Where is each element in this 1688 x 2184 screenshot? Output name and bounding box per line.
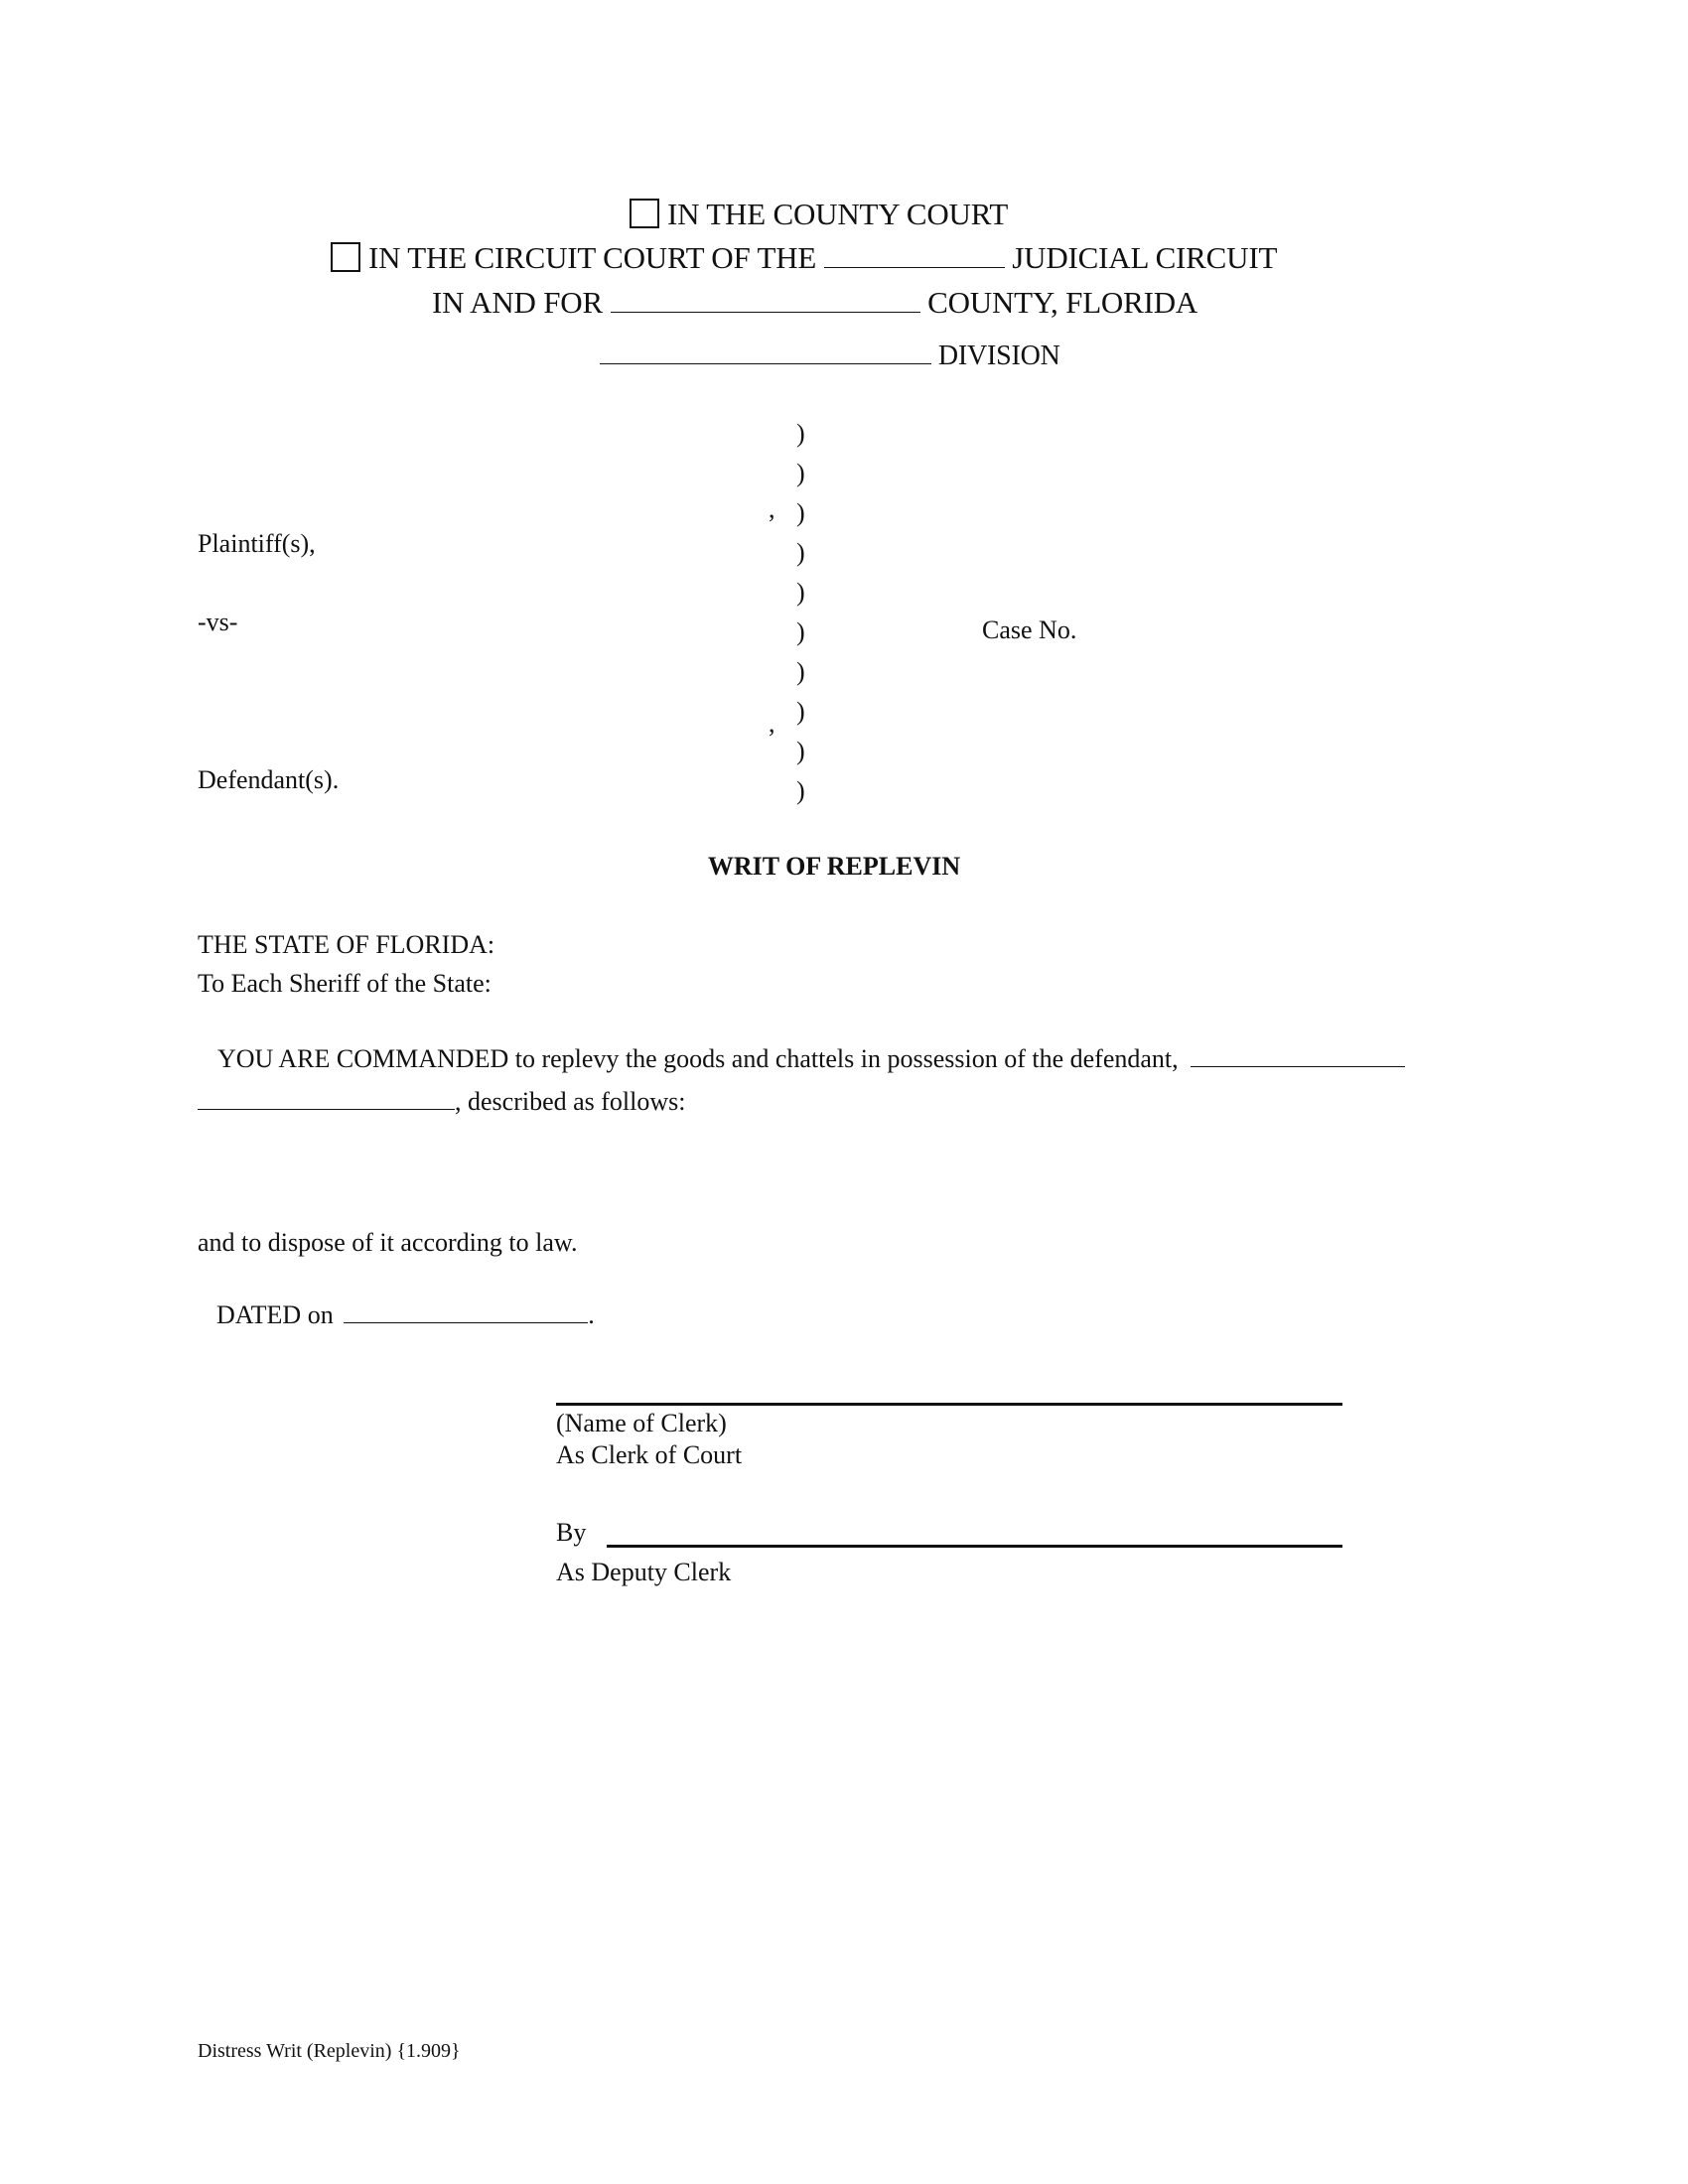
paren: ) [796,578,805,607]
paren: ) [796,419,805,448]
plaintiff-name-comma: , [769,494,775,523]
described-text: , described as follows: [455,1087,686,1116]
circuit-court-line [331,242,1277,273]
paren: ) [796,697,805,726]
by-label: By [556,1518,587,1547]
paren: ) [796,617,805,646]
circuit-court-prefix: IN THE CIRCUIT COURT OF THE [368,240,817,275]
defendant-name-blank-1[interactable] [1191,1042,1405,1067]
in-and-for-suffix: COUNTY, FLORIDA [927,285,1198,320]
division-line [600,340,1060,370]
in-and-for-prefix: IN AND FOR [432,285,603,320]
dated-suffix: . [588,1300,595,1329]
paren: ) [796,459,805,487]
form-id-footer: Distress Writ (Replevin) {1.909} [198,2040,461,2062]
date-blank[interactable] [344,1298,588,1323]
county-name-blank[interactable] [611,288,920,313]
county-court-label: IN THE COUNTY COURT [667,197,1009,231]
case-no-label: Case No. [982,615,1077,644]
clerk-signature-line[interactable] [556,1403,1342,1406]
name-of-clerk-label: (Name of Clerk) [556,1409,727,1437]
circuit-court-checkbox[interactable] [331,242,360,272]
dated-prefix: DATED on [216,1300,334,1329]
paren: ) [796,657,805,686]
division-label: DIVISION [937,341,1060,371]
defendant-name-comma: , [769,709,775,738]
dispose-text: and to dispose of it according to law. [198,1228,578,1257]
deputy-signature-line[interactable] [607,1545,1342,1548]
division-blank[interactable] [600,340,931,364]
sheriff-line: To Each Sheriff of the State: [198,969,492,998]
described-line [198,1085,686,1115]
paren: ) [796,776,805,805]
paren: ) [796,538,805,567]
property-description-area[interactable] [198,1122,1459,1221]
dated-line [216,1298,595,1328]
paren: ) [796,737,805,765]
paren: ) [796,498,805,527]
command-line [217,1042,1405,1072]
clerk-title: As Clerk of Court [556,1440,743,1469]
command-text: YOU ARE COMMANDED to replevy the goods and chattels in possession of the defendant, [217,1044,1179,1073]
judicial-circuit-blank[interactable] [824,243,1005,268]
vs-label: -vs- [198,608,238,636]
in-and-for-line [432,287,1197,318]
state-line: THE STATE OF FLORIDA: [198,930,495,959]
county-court-checkbox[interactable] [630,199,659,228]
deputy-title: As Deputy Clerk [556,1558,732,1586]
document-title: WRIT OF REPLEVIN [707,852,961,881]
county-court-line [630,199,1008,229]
circuit-court-suffix: JUDICIAL CIRCUIT [1012,240,1278,275]
defendant-label: Defendant(s). [198,765,340,794]
defendant-name-blank-2[interactable] [198,1085,455,1110]
plaintiff-label: Plaintiff(s), [198,529,316,558]
